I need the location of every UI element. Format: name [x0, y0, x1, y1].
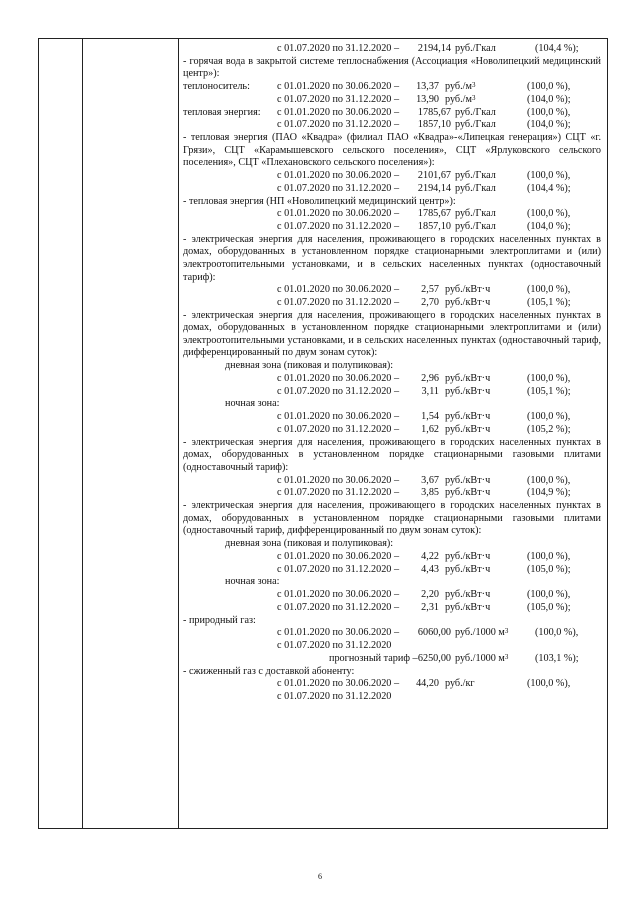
natural-gas-heading: - природный газ:	[183, 614, 256, 626]
tariff-row: с 01.01.2020 по 30.06.2020 – 1785,67 руб./Гкал (100,0 %),	[277, 208, 571, 220]
electricity-heading-2: - электрическая энергия для населения, проживающего в городских населенных пунктах в домах, оборудованных в установленном порядке стационарными электроплитами и (или) электроотопительными установками, и в сельских населенных пунктах (одноставочный тариф, дифференцированный по двум зонам суток):	[183, 309, 601, 359]
table-border-bottom	[38, 828, 608, 829]
tariff-row: с 01.01.2020 по 30.06.2020 – 2,96 руб./кВт·ч (100,0 %),	[277, 372, 571, 384]
tariff-row: с 01.07.2020 по 31.12.2020 – 2194,14 руб./Гкал (104,4 %);	[277, 182, 571, 194]
tariff-row: с 01.01.2020 по 30.06.2020 – 44,20 руб./кг (100,0 %),	[277, 678, 571, 690]
tariff-row: с 01.07.2020 по 31.12.2020 – 4,43 руб./кВт·ч (105,0 %);	[277, 563, 571, 575]
page-number: 6	[318, 872, 322, 881]
tariff-row: с 01.07.2020 по 31.12.2020 – 2,31 руб./кВт·ч (105,0 %);	[277, 602, 571, 613]
tariff-row: с 01.01.2020 по 30.06.2020 – 6060,00 руб./1000 $м^3$ (100,0 %),	[277, 627, 579, 639]
tariff-row: с 01.07.2020 по 31.12.2020 – 2194,14 руб./Гкал (104,4 %);	[277, 43, 579, 54]
kvadra-heading: - тепловая энергия (ПАО «Квадра» (филиал ПАО «Квадра»-«Липецкая генерация») СЦТ «г. Грязи», СЦТ «Карамышевского сельского поселения», СЦТ «Ярлуковского сельского поселения», СЦТ «Плехановского сельского поселения»):	[183, 132, 601, 169]
tariff-row: с 01.01.2020 по 30.06.2020 – 4,22 руб./кВт·ч (100,0 %),	[277, 550, 571, 562]
electricity-heading-1: - электрическая энергия для населения, проживающего в городских населенных пунктах в домах, оборудованных в установленном порядке стационарными электроплитами и (или) электроотопительными установками, и в сельских населенных пунктах (одноставочный тариф):	[183, 233, 601, 283]
tariff-row: теплоноситель: с 01.01.2020 по 30.06.2020 – 13,37 $руб./м^3$ (100,0 %),	[183, 80, 571, 92]
np-heading: - тепловая энергия (НП «Новолипецкий медицинский центр»):	[183, 195, 456, 207]
zone-label: ночная зона:	[225, 398, 280, 410]
table-border-top	[38, 38, 608, 39]
tariff-row: с 01.01.2020 по 30.06.2020 – 2,20 руб./кВт·ч (100,0 %),	[277, 589, 571, 601]
tariff-row: с 01.07.2020 по 31.12.2020 – 1857,10 руб./Гкал (104,0 %);	[277, 220, 571, 232]
tariff-row: с 01.07.2020 по 31.12.2020	[277, 691, 392, 703]
zone-label: ночная зона:	[225, 576, 280, 588]
tariff-row: с 01.07.2020 по 31.12.2020 – 3,11 руб./кВт·ч (105,1 %);	[277, 385, 571, 397]
hot-water-heading: - горячая вода в закрытой системе теплоснабжения (Ассоциация «Новолипецкий медицинский центр»):	[183, 55, 601, 80]
electricity-heading-3: - электрическая энергия для населения, проживающего в городских населенных пунктах в домах, оборудованных в установленном порядке стационарными газовыми плитами (одноставочный тариф):	[183, 436, 601, 474]
tariff-row: с 01.07.2020 по 31.12.2020	[277, 640, 392, 652]
table-border-left	[38, 38, 39, 828]
tariff-row: с 01.01.2020 по 30.06.2020 – 2101,67 руб./Гкал (100,0 %),	[277, 169, 571, 181]
lpg-heading: - сжиженный газ с доставкой абоненту:	[183, 665, 355, 677]
tariff-cell	[183, 43, 601, 704]
tariff-row: с 01.07.2020 по 31.12.2020 – 1,62 руб./кВт·ч (105,2 %);	[277, 424, 571, 436]
table-border-right	[607, 38, 608, 828]
tariff-row: прогнозный тариф – 6250,00 руб./1000 $м^3$ (103,1 %);	[329, 652, 579, 664]
table-border-col2	[178, 38, 179, 828]
electricity-heading-4: - электрическая энергия для населения, проживающего в городских населенных пунктах в домах, оборудованных в установленном порядке стационарными газовыми плитами (одноставочный тариф, дифференцированный по двум зонам суток):	[183, 500, 601, 537]
tariff-row: с 01.01.2020 по 30.06.2020 – 1,54 руб./кВт·ч (100,0 %),	[277, 411, 571, 423]
tariff-row: с 01.07.2020 по 31.12.2020 – 2,70 руб./кВт·ч (105,1 %);	[277, 296, 571, 308]
zone-label: дневная зона (пиковая и полупиковая):	[225, 538, 394, 550]
tariff-row: с 01.07.2020 по 31.12.2020 – 13,90 $руб./м^3$ (104,0 %);	[277, 93, 571, 105]
tariff-row: с 01.07.2020 по 31.12.2020 – 3,85 руб./кВт·ч (104,9 %);	[277, 487, 571, 499]
tariff-row: тепловая энергия: с 01.01.2020 по 30.06.2020 – 1785,67 руб./Гкал (100,0 %),	[183, 106, 571, 118]
tariff-row: с 01.01.2020 по 30.06.2020 – 2,57 руб./кВт·ч (100,0 %),	[277, 284, 571, 296]
table-border-col1	[82, 38, 83, 828]
tariff-row: с 01.01.2020 по 30.06.2020 – 3,67 руб./кВт·ч (100,0 %),	[277, 474, 571, 486]
tariff-row: с 01.07.2020 по 31.12.2020 – 1857,10 руб./Гкал (104,0 %);	[277, 119, 571, 131]
zone-label: дневная зона (пиковая и полупиковая):	[225, 360, 394, 372]
